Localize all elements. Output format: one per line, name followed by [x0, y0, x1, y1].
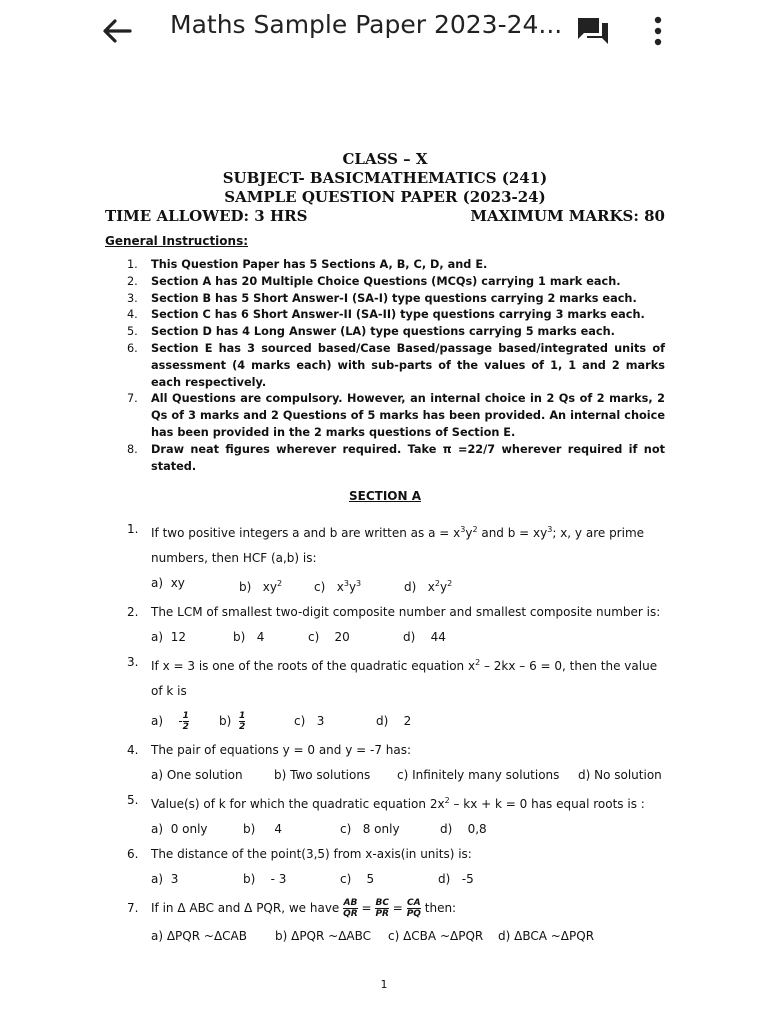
question-3-options — [105, 704, 665, 738]
option-d: d) -5 — [438, 872, 474, 887]
instruction-item: 7. All Questions are compulsory. However, an internal choice in 2 Qs of 2 marks, 2 Qs of 3 marks and 2 Questions of 5 marks has been provided. An internal choice has been provided in the 2 marks questions of Section E. — [127, 392, 665, 439]
instruction-item: 6. Section E has 3 sourced based/Case Based/passage based/integrated units of assessment (4 marks each) with sub-parts of the values of 1, 1 and 2 marks each respectively. — [127, 341, 665, 389]
option-a: a) One solution — [151, 768, 243, 783]
class-heading: CLASS – X — [342, 150, 428, 168]
option-a: a) 3 — [151, 872, 179, 887]
question-2-options — [105, 625, 665, 650]
forum-icon[interactable] — [575, 13, 611, 49]
instruction-item: 5. Section D has 4 Long Answer (LA) type questions carrying 5 marks each. — [127, 325, 615, 339]
option-b: b) $\frac{1}{2}$ — [219, 711, 246, 733]
paper-heading: SAMPLE QUESTION PAPER (2023-24) — [224, 188, 546, 206]
instruction-item: 8. Draw neat figures wherever required. Take π =22/7 wherever required if not stated. — [127, 442, 665, 473]
option-c: c) ΔCBA ~ΔPQR — [388, 929, 484, 944]
subject-heading: SUBJECT- BASICMATHEMATICS (241) — [222, 169, 548, 187]
option-a: a) ΔPQR ~ΔCAB — [151, 929, 247, 944]
option-c: c) $x^3y^3$ — [314, 579, 362, 595]
question-7-options — [105, 924, 665, 949]
option-a: a) 0 only — [151, 822, 208, 837]
option-c: c) 20 — [308, 630, 350, 645]
option-d: d) No solution — [578, 768, 662, 783]
arrow-back-icon[interactable] — [100, 14, 134, 48]
option-a: a) 12 — [151, 630, 186, 645]
option-d: d) 44 — [403, 630, 446, 645]
option-c: c) 5 — [340, 872, 375, 887]
option-b: b) - 3 — [243, 872, 287, 887]
instruction-item: 1. This Question Paper has 5 Sections A, B, C, D, and E. — [127, 258, 488, 271]
more-vert-icon[interactable] — [645, 13, 671, 49]
option-d: d) ΔBCA ~ΔPQR — [498, 929, 595, 944]
option-d: d) 2 — [376, 714, 412, 729]
option-a: a) - $\frac{1}{2}$ — [151, 711, 189, 733]
question-1-options — [105, 571, 665, 600]
option-b: b) 4 — [233, 630, 265, 645]
option-a: a) xy — [151, 576, 185, 591]
question-6-options — [105, 867, 665, 892]
option-b: b) $xy^2$ — [239, 579, 283, 595]
time-allowed: TIME ALLOWED: 3 HRS — [105, 207, 308, 225]
instruction-item: 4. Section C has 6 Short Answer-II (SA-II) type questions carrying 3 marks each. — [127, 308, 645, 322]
instruction-item: 3. Section B has 5 Short Answer-I (SA-I) type questions carrying 2 marks each. — [127, 291, 637, 305]
option-c: c) Infinitely many solutions — [397, 768, 560, 783]
option-d: d) 0,8 — [440, 822, 487, 837]
instructions-list — [105, 257, 665, 475]
question-6: 6. The distance of the point(3,5) from x-axis(in units) is: — [127, 847, 472, 862]
document-page — [105, 150, 665, 949]
instruction-item: 2. Section A has 20 Multiple Choice Questions (MCQs) carrying 1 mark each. — [127, 274, 621, 288]
instructions-heading: General Instructions: — [105, 234, 249, 248]
question-3: 3. If x = 3 is one of the roots of the quadratic equation $x^2 - 2kx - 6 = 0$, then the value of k is — [127, 655, 658, 699]
question-5-options — [105, 817, 665, 842]
question-7: 7. If in Δ ABC and Δ PQR, we have $\frac{AB}{QR}$ = $\frac{BC}{PR}$ = $\frac{CA}{PQ}$ then: — [127, 898, 457, 920]
question-5: 5. Value(s) of k for which the quadratic equation $2x^2$ – kx + k = 0 has equal roots is : — [127, 793, 645, 812]
option-c: c) 8 only — [340, 822, 400, 837]
page-number: 1 — [380, 978, 388, 991]
questions — [105, 517, 665, 949]
option-b: b) ΔPQR ~ΔABC — [275, 929, 372, 944]
document-title: Maths Sample Paper 2023-24... — [170, 10, 563, 39]
section-a-heading: SECTION A — [348, 489, 421, 504]
question-2: 2. The LCM of smallest two-digit composite number and smallest composite number is: — [127, 605, 661, 620]
option-c: c) 3 — [294, 714, 325, 729]
time-marks-row — [105, 207, 665, 226]
option-b: b) Two solutions — [274, 768, 371, 783]
app-bar — [0, 0, 768, 62]
question-4: 4. The pair of equations y = 0 and y = -7 has: — [127, 743, 412, 758]
option-b: b) 4 — [243, 822, 283, 837]
question-1: 1. If two positive integers a and b are written as $a = x^3y^2$ and $b = xy^3$; x, y are prime numbers, then HCF (a,b) is: — [127, 522, 645, 566]
option-d: d) $x^2y^2$ — [404, 579, 453, 595]
question-4-options — [105, 763, 665, 788]
maximum-marks: MAXIMUM MARKS: 80 — [470, 207, 665, 225]
